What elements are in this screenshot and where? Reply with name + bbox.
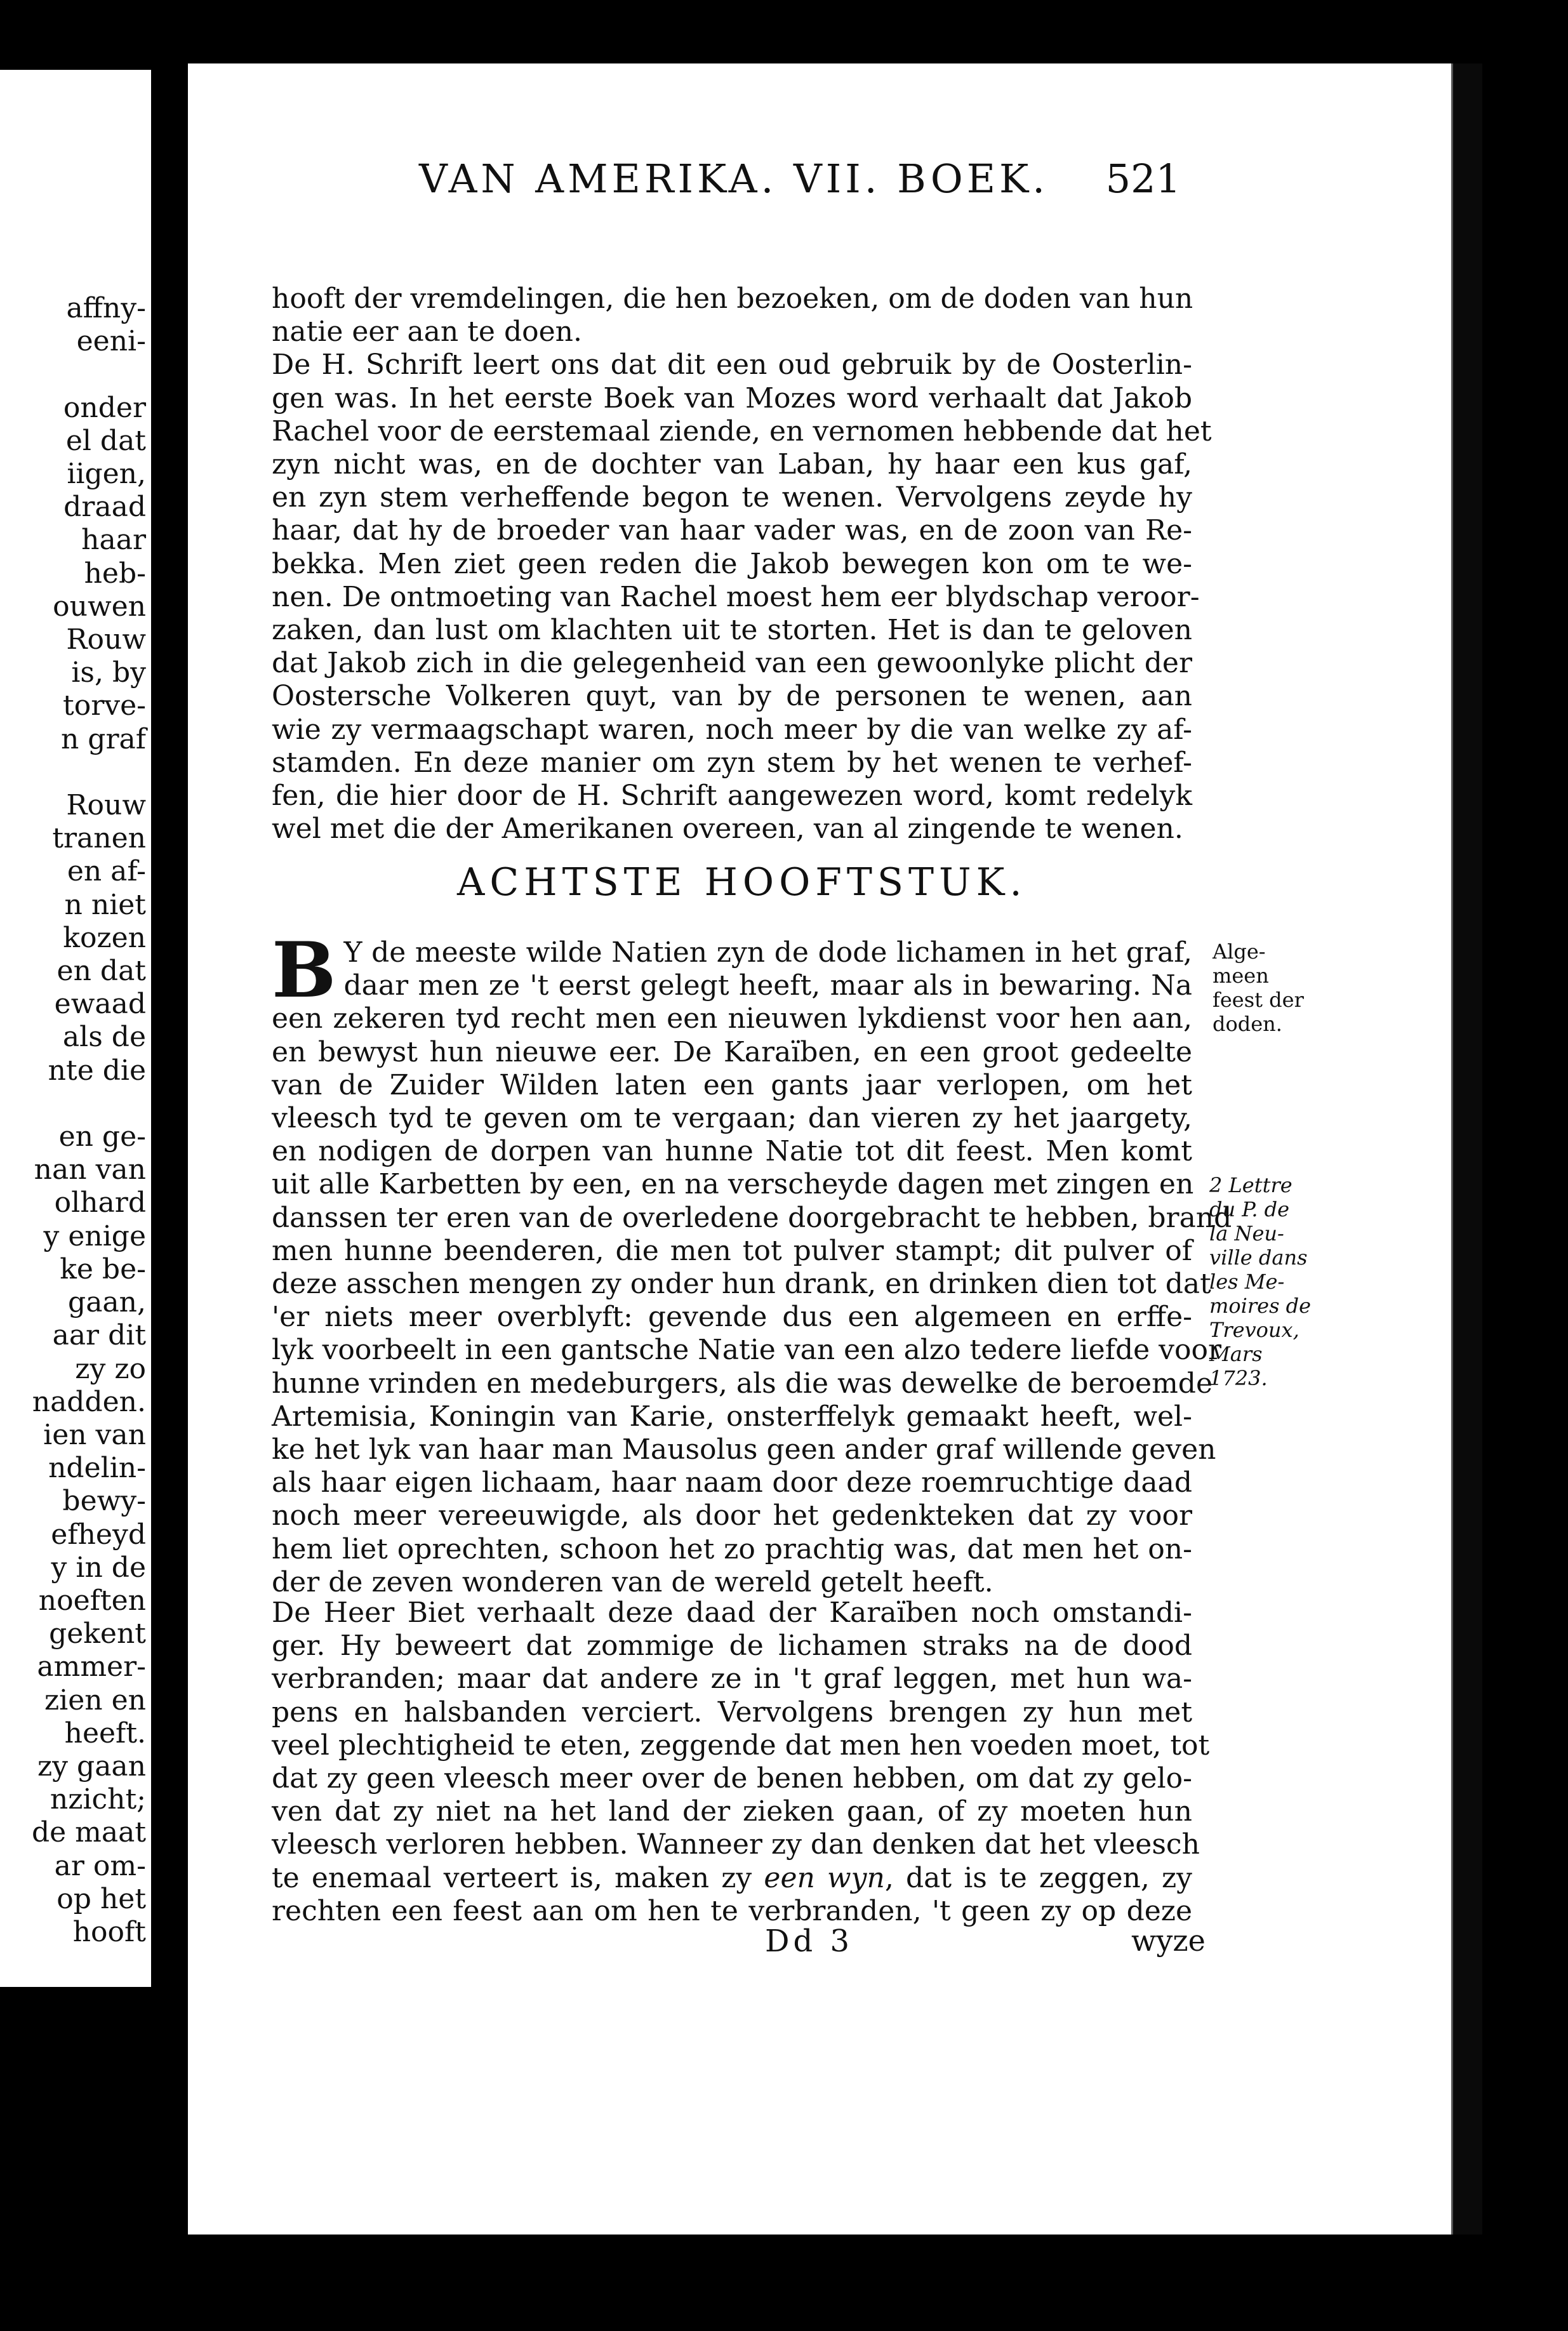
text-line: hem liet oprechten, schoon het zo prachtig was, dat men het on- bbox=[272, 1532, 1192, 1565]
left-text-line: en dat bbox=[56, 955, 146, 988]
text-line: ven dat zy niet na het land der zieken gaan, of zy moeten hun bbox=[272, 1795, 1192, 1828]
left-text-line: torve- bbox=[63, 689, 146, 722]
text-line: bekka. Men ziet geen reden die Jakob bewegen kon om te we- bbox=[272, 547, 1192, 580]
left-text-line: onder bbox=[63, 391, 146, 424]
text-line: zyn nicht was, en de dochter van Laban, hy haar een kus gaf, bbox=[272, 448, 1192, 481]
section-1-text bbox=[272, 282, 1212, 846]
text-line: en bewyst hun nieuwe eer. De Karaïben, en een groot gedeelte bbox=[272, 1035, 1192, 1068]
left-text-line: affny- bbox=[66, 292, 146, 324]
text-line: der de zeven wonderen van de wereld getelt heeft. bbox=[272, 1565, 993, 1598]
margin-note-line: 2 Lettre bbox=[1209, 1173, 1292, 1197]
left-text-line: hooft bbox=[72, 1915, 146, 1948]
text-line: uit alle Karbetten by een, en na verscheyde dagen met zingen en bbox=[272, 1168, 1194, 1201]
text-line: haar, dat hy de broeder van haar vader was, en de zoon van Re- bbox=[272, 514, 1192, 547]
left-text-line: gaan, bbox=[68, 1286, 146, 1319]
text-line: deze asschen mengen zy onder hun drank, en drinken dien tot dat bbox=[272, 1268, 1211, 1301]
margin-note-feast bbox=[1213, 940, 1304, 1036]
left-text-line: nadden. bbox=[32, 1385, 146, 1418]
signature-mark: Dd 3 bbox=[765, 1923, 854, 1959]
margin-note-line: la Neu- bbox=[1209, 1221, 1284, 1245]
text-line-with-italic: te enemaal verteert is, maken zy een wyn, dat is te zeggen, zy bbox=[272, 1861, 1193, 1894]
left-text-line: kozen bbox=[63, 921, 146, 954]
left-text-line: zien en bbox=[44, 1684, 146, 1717]
text-line: zaken, dan lust om klachten uit te storten. Het is dan te geloven bbox=[272, 614, 1192, 647]
left-text-line: olhard bbox=[54, 1186, 146, 1219]
text-line: fen, die hier door de H. Schrift aangewezen word, komt redelyk bbox=[272, 780, 1192, 813]
left-page-text bbox=[32, 292, 146, 1949]
left-text-line: ke be- bbox=[60, 1252, 146, 1285]
left-text-line: ammer- bbox=[37, 1650, 146, 1684]
text-line: gen was. In het eerste Boek van Mozes word verhaalt dat Jakob bbox=[272, 382, 1192, 415]
text-line: wie zy vermaagschapt waren, noch meer by die van welke zy af- bbox=[272, 713, 1192, 746]
left-text-line: en ge- bbox=[58, 1120, 146, 1153]
text-line: natie eer aan te doen. bbox=[272, 315, 582, 349]
text-line: en zyn stem verheffende begon te wenen. Vervolgens zeyde hy bbox=[272, 481, 1192, 514]
left-text-line: aar dit bbox=[52, 1319, 146, 1352]
text-line: Rachel voor de eerstemaal ziende, en vernomen hebbende dat het bbox=[272, 415, 1212, 448]
text-line: hunne vrinden en medeburgers, als die was dewelke de beroemde bbox=[272, 1367, 1213, 1400]
left-text-line: nte die bbox=[48, 1054, 146, 1087]
margin-note-line: Mars bbox=[1209, 1342, 1263, 1366]
left-text-line: zy gaan bbox=[37, 1750, 146, 1783]
text-line: lyk voorbeelt in een gantsche Natie van een alzo tedere liefde voor bbox=[272, 1334, 1222, 1367]
page-edge bbox=[1451, 63, 1482, 2235]
text-line: als haar eigen lichaam, haar naam door deze roemruchtige daad bbox=[272, 1466, 1192, 1499]
left-text-line bbox=[32, 756, 146, 789]
margin-note-line: Alge- bbox=[1213, 940, 1266, 964]
left-text-line: zy zo bbox=[75, 1352, 146, 1385]
text-line: hooft der vremdelingen, die hen bezoeken, om de doden van hun bbox=[272, 282, 1193, 315]
text-line: Y de meeste wilde Natien zyn de dode lichamen in het graf, bbox=[343, 936, 1192, 969]
left-text-line: ar om- bbox=[54, 1849, 146, 1882]
left-text-line: draad bbox=[63, 491, 146, 524]
text-line: danssen ter eren van de overledene doorgebracht te hebben, brand bbox=[272, 1201, 1232, 1234]
left-text-line bbox=[32, 1087, 146, 1120]
left-text-line: heeft. bbox=[64, 1717, 146, 1750]
margin-note-line: du P. de bbox=[1209, 1197, 1290, 1221]
left-text-line: efheyd bbox=[51, 1518, 146, 1551]
text-line: stamden. En deze manier om zyn stem by het wenen te verhef- bbox=[272, 746, 1192, 779]
left-text-line: bewy- bbox=[62, 1485, 146, 1518]
margin-note-line: les Me- bbox=[1209, 1270, 1285, 1294]
left-text-line: als de bbox=[62, 1021, 146, 1054]
text-line: De Heer Biet verhaalt deze daad der Karaïben noch omstandi- bbox=[272, 1597, 1192, 1629]
catchword: wyze bbox=[1131, 1923, 1206, 1958]
left-text-line: n graf bbox=[60, 722, 146, 755]
text-line: men hunne beenderen, die men tot pulver stampt; dit pulver of bbox=[272, 1234, 1192, 1267]
left-text-line: heb- bbox=[84, 557, 146, 590]
text-line: ke het lyk van haar man Mausolus geen ander graf willende geven bbox=[272, 1433, 1216, 1466]
text-line: pens en halsbanden verciert. Vervolgens brengen zy hun met bbox=[272, 1696, 1192, 1729]
left-text-line: iigen, bbox=[67, 458, 146, 491]
left-text-line: nzicht; bbox=[50, 1783, 146, 1816]
margin-note-citation bbox=[1209, 1173, 1311, 1390]
left-text-line: nan van bbox=[34, 1153, 146, 1186]
text-line: dat zy geen vleesch meer over de benen hebben, om dat zy gelo- bbox=[272, 1762, 1192, 1795]
left-text-line: y in de bbox=[51, 1551, 146, 1584]
drop-cap: B bbox=[272, 926, 336, 1015]
left-text-line: op het bbox=[56, 1882, 146, 1915]
text-line: ger. Hy beweert dat zommige de lichamen straks na de dood bbox=[272, 1630, 1192, 1663]
left-page-fragment bbox=[0, 70, 155, 1987]
text-line: nen. De ontmoeting van Rachel moest hem eer blydschap veroor- bbox=[272, 580, 1200, 613]
left-text-line: de maat bbox=[31, 1816, 146, 1849]
text-line: Artemisia, Koningin van Karie, onsterffelyk gemaakt heeft, wel- bbox=[272, 1400, 1192, 1433]
left-text-line bbox=[32, 358, 146, 391]
text-line: rechten een feest aan om hen te verbranden, 't geen zy op deze bbox=[272, 1894, 1192, 1927]
left-text-line: el dat bbox=[65, 424, 146, 457]
text-line: 'er niets meer overblyft: gevende dus een algemeen en erffe- bbox=[272, 1301, 1192, 1334]
book-gutter bbox=[151, 0, 188, 2331]
left-text-line: Rouw bbox=[66, 623, 146, 656]
margin-note-line: moires de bbox=[1209, 1294, 1312, 1318]
left-text-line: ewaad bbox=[54, 988, 146, 1021]
text-line: dat Jakob zich in die gelegenheid van een gewoonlyke plicht der bbox=[272, 647, 1192, 680]
margin-note-line: 1723. bbox=[1209, 1366, 1268, 1390]
text-line: veel plechtigheid te eten, zeggende dat men hen voeden moet, tot bbox=[272, 1729, 1210, 1762]
text-line: daar men ze 't eerst gelegt heeft, maar als in bewaring. Na bbox=[343, 969, 1192, 1002]
text-line: Oostersche Volkeren quyt, van by de personen te wenen, aan bbox=[272, 680, 1192, 713]
margin-note-line: ville dans bbox=[1209, 1245, 1308, 1270]
page-number: 521 bbox=[1105, 156, 1181, 202]
text-line: en nodigen de dorpen van hunne Natie tot dit feest. Men komt bbox=[272, 1135, 1192, 1168]
running-title: VAN AMERIKA. VII. BOEK. bbox=[419, 156, 1049, 202]
left-text-line: eeni- bbox=[76, 325, 146, 358]
left-text-line: n niet bbox=[64, 888, 146, 921]
left-text-line: tranen bbox=[52, 822, 146, 855]
left-text-line: y enige bbox=[43, 1219, 146, 1252]
text-line: vleesch tyd te geven om te vergaan; dan vieren zy het jaargety, bbox=[272, 1102, 1192, 1135]
left-text-line: Rouw bbox=[66, 789, 146, 822]
chapter-title: ACHTSTE HOOFTSTUK. bbox=[457, 860, 1027, 905]
left-text-line: is, by bbox=[71, 656, 146, 689]
left-text-line: ouwen bbox=[53, 590, 146, 623]
margin-note-line: meen bbox=[1213, 964, 1269, 988]
margin-note-line: doden. bbox=[1213, 1012, 1282, 1036]
text-line: De H. Schrift leert ons dat dit een oud gebruik by de Oosterlin- bbox=[272, 349, 1192, 382]
text-line: verbranden; maar dat andere ze in 't graf leggen, met hun wa- bbox=[272, 1663, 1192, 1696]
left-text-line: ndelin- bbox=[48, 1452, 146, 1485]
section-3-text bbox=[272, 1597, 1210, 1928]
text-line: vleesch verloren hebben. Wanneer zy dan denken dat het vleesch bbox=[272, 1828, 1200, 1861]
left-text-line: ien van bbox=[43, 1418, 146, 1451]
left-text-line: noeften bbox=[38, 1584, 146, 1617]
left-text-line: gekent bbox=[49, 1617, 146, 1650]
text-line: een zekeren tyd recht men een nieuwen lykdienst voor hen aan, bbox=[272, 1002, 1192, 1035]
margin-note-line: feest der bbox=[1213, 988, 1304, 1012]
left-text-line: haar bbox=[81, 524, 146, 557]
text-line: van de Zuider Wilden laten een gants jaar verlopen, om het bbox=[272, 1068, 1192, 1101]
text-line: wel met die der Amerikanen overeen, van al zingende te wenen. bbox=[272, 813, 1183, 846]
margin-note-line: Trevoux, bbox=[1209, 1318, 1299, 1342]
text-line: noch meer vereeuwigde, als door het gedenkteken dat zy voor bbox=[272, 1499, 1192, 1532]
italic-term: een wyn bbox=[764, 1861, 885, 1894]
section-2-text bbox=[272, 926, 1232, 1599]
left-text-line: en af- bbox=[67, 855, 146, 888]
